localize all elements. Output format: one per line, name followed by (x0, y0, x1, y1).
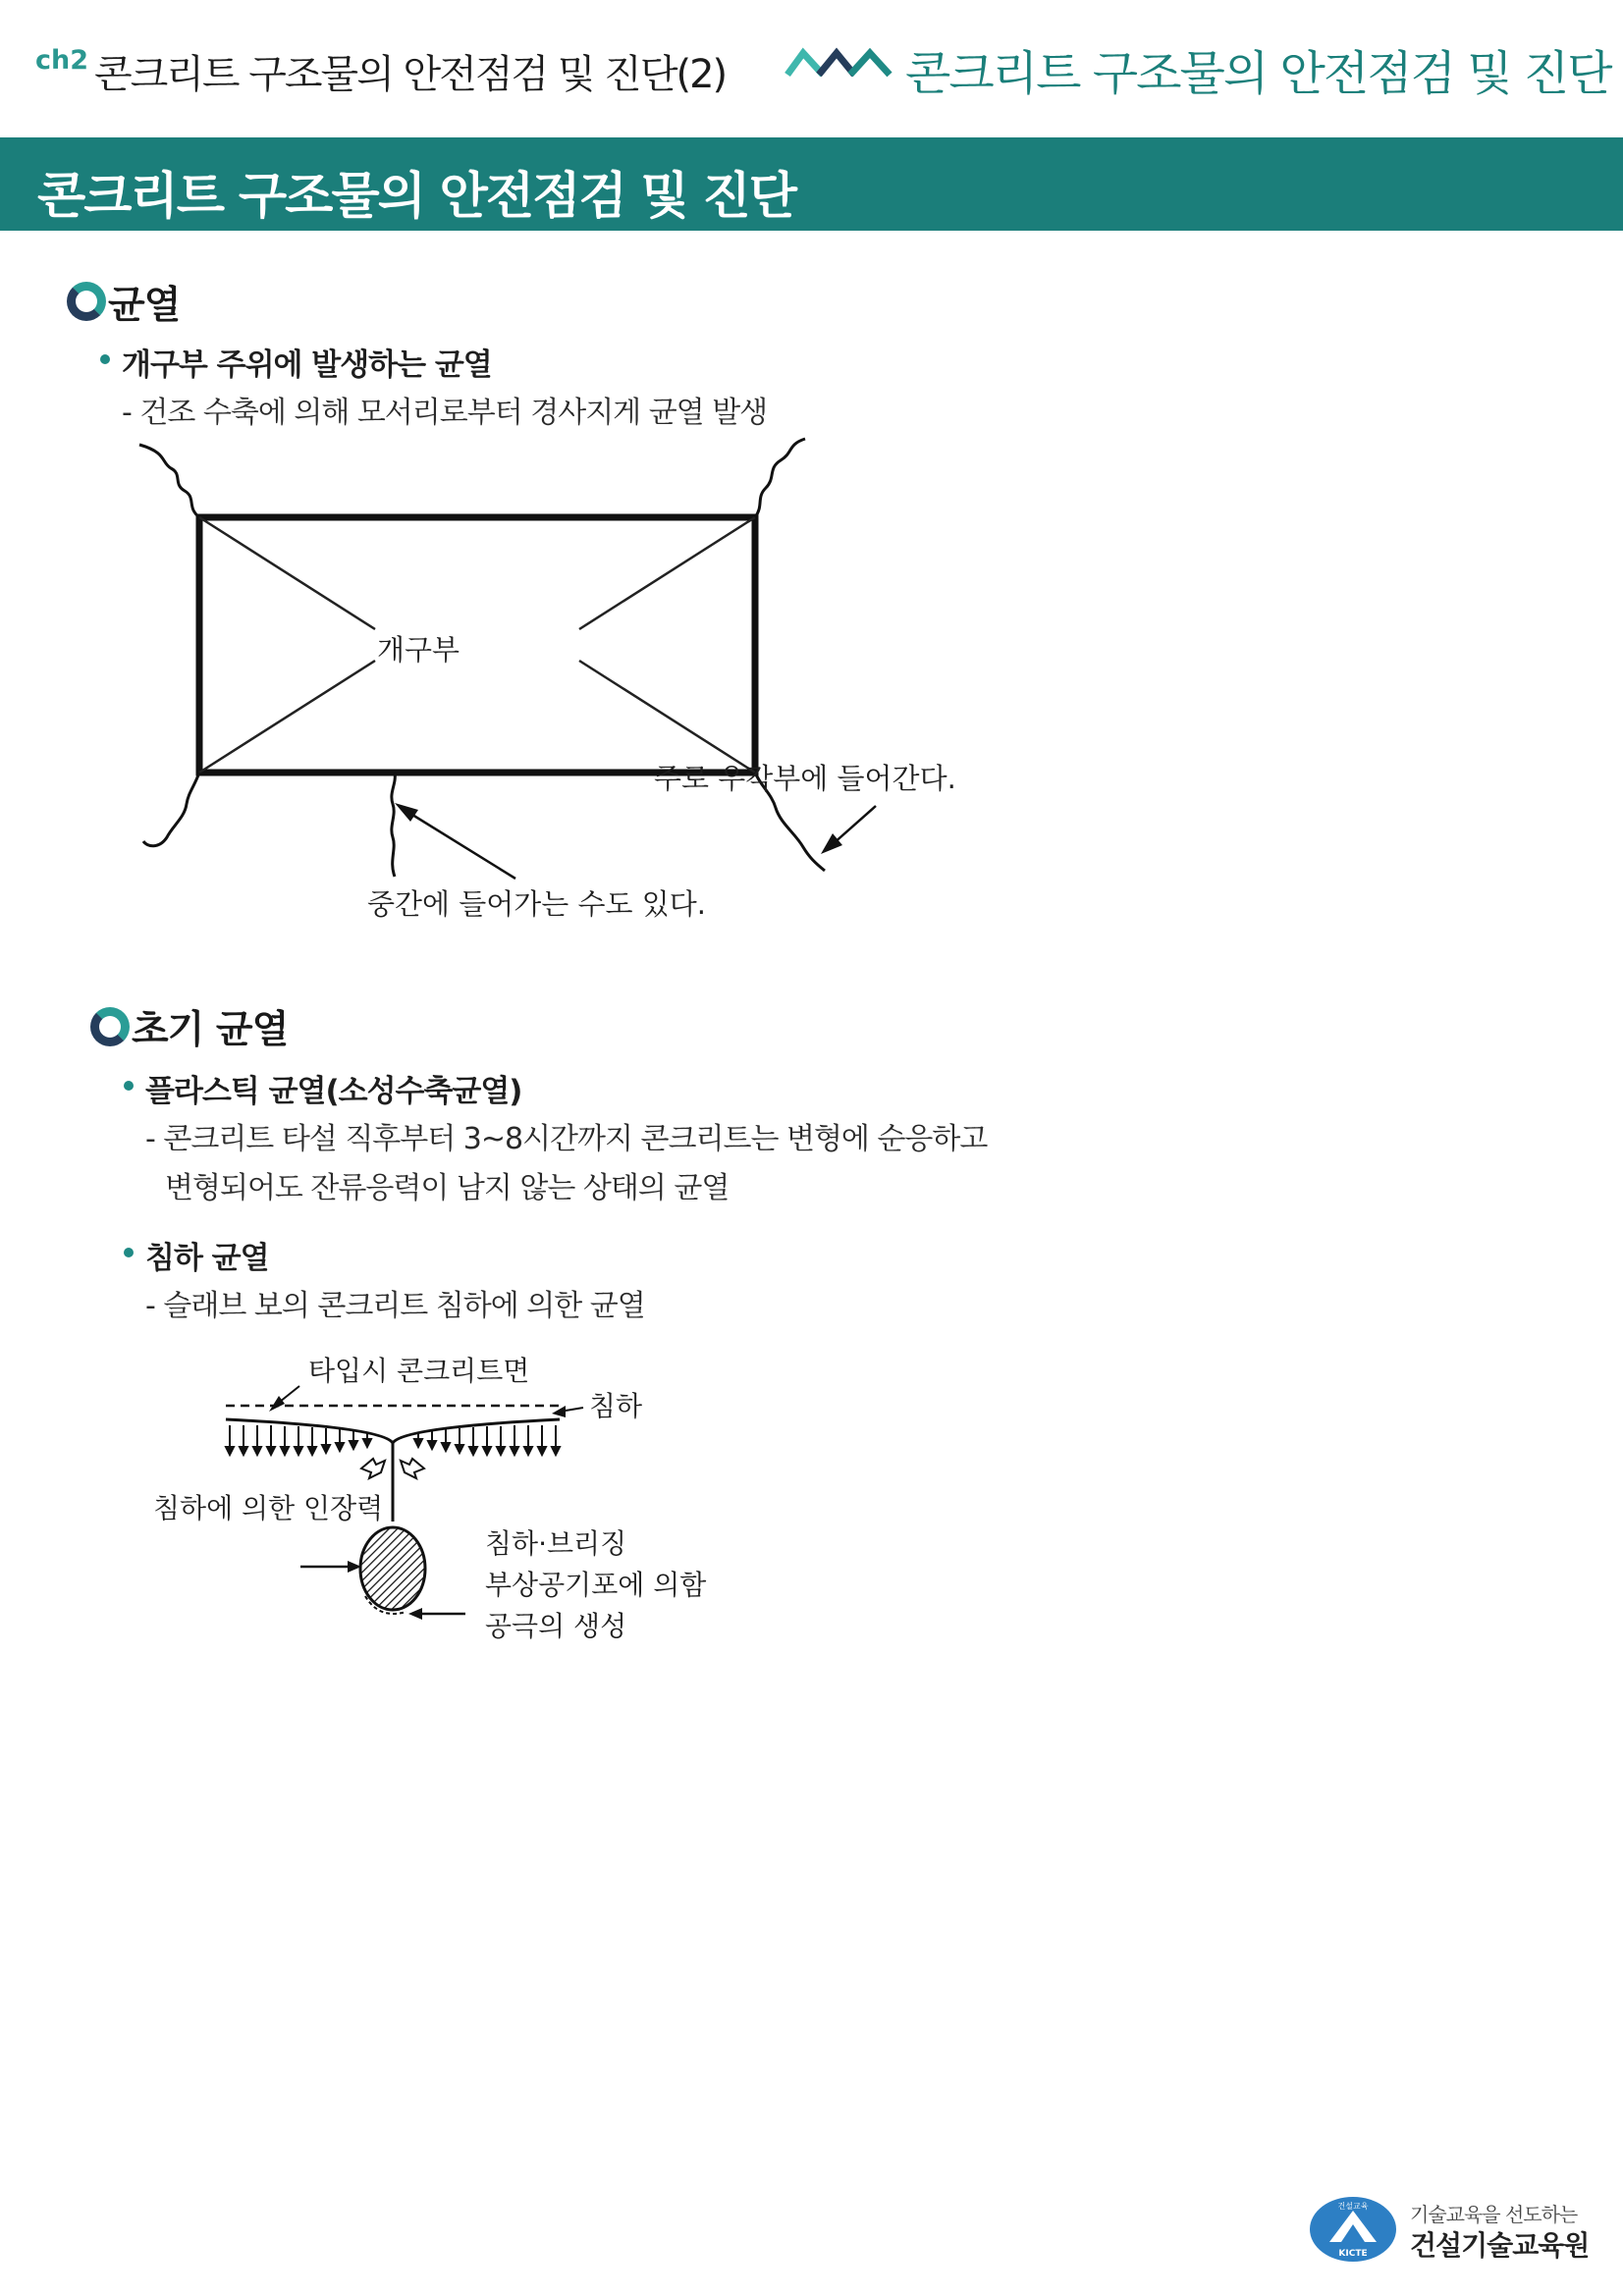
section-ring-icon (67, 282, 106, 321)
corner-crack-label: 주로 우각부에 들어간다. (654, 762, 956, 795)
desc-settlement-crack: - 슬래브 보의 콘크리트 침하에 의한 균열 (145, 1289, 645, 1323)
footer-org-name: 건설기술교육원 (1410, 2229, 1590, 2262)
bullet-settlement-crack: 침하 균열 (145, 1241, 269, 1276)
bullet-dot-icon (100, 354, 110, 364)
crack-top-left (139, 445, 199, 517)
brand-logo-icon (784, 47, 893, 79)
void-label-1: 침하·브리징 (485, 1527, 627, 1560)
doc-title: 콘크리트 구조물의 안전점검 및 진단(2) (94, 52, 727, 97)
opening-rect (199, 517, 755, 773)
desc-opening-crack: - 건조 수축에 의해 모서리로부터 경사지게 균열 발생 (122, 396, 768, 430)
bullet-opening-crack: 개구부 주위에 발생하는 균열 (122, 347, 492, 383)
emblem-top-text: 건설교육 (1337, 2202, 1369, 2211)
void-label-2: 부상공기포에 의함 (485, 1569, 707, 1601)
bullet-dot-icon (124, 1248, 134, 1257)
opening-crack-figure (128, 437, 972, 937)
bullet-dot-icon (124, 1081, 134, 1091)
bullet-plastic-crack: 플라스틱 균열(소성수축균열) (145, 1074, 522, 1109)
page-title: 콘크리트 구조물의 안전점검 및 진단 (37, 168, 796, 226)
settlement-crack-figure (147, 1345, 736, 1659)
section-title-early-crack: 초기 균열 (132, 1008, 289, 1052)
footer-tagline: 기술교육을 선도하는 (1410, 2203, 1578, 2226)
brand-title: 콘크리트 구조물의 안전점검 및 진단 (905, 46, 1611, 101)
chapter-tag: ch2 (35, 45, 89, 76)
emblem-bottom-text: KICTE (1338, 2249, 1368, 2259)
crack-top-right (755, 439, 805, 517)
desc-plastic-crack-1: - 콘크리트 타설 직후부터 3~8시간까지 콘크리트는 변형에 순응하고 (145, 1122, 988, 1156)
crack-middle (392, 773, 395, 877)
settled-surface (226, 1419, 560, 1443)
tension-label: 침하에 의한 인장력 (153, 1492, 384, 1524)
desc-plastic-crack-2: 변형되어도 잔류응력이 남지 않는 상태의 균열 (165, 1171, 730, 1205)
settle-label: 침하 (589, 1390, 643, 1422)
kicte-emblem-icon (1308, 2195, 1398, 2264)
section-ring-icon (90, 1007, 130, 1046)
section-title-crack: 균열 (108, 284, 181, 328)
opening-label: 개구부 (377, 633, 460, 667)
rebar-section (360, 1527, 425, 1610)
middle-crack-label: 중간에 들어가는 수도 있다. (367, 887, 707, 921)
void-label-3: 공극의 생성 (485, 1610, 627, 1642)
crack-bottom-left (143, 773, 199, 846)
surface-label: 타입시 콘크리트면 (308, 1355, 530, 1387)
